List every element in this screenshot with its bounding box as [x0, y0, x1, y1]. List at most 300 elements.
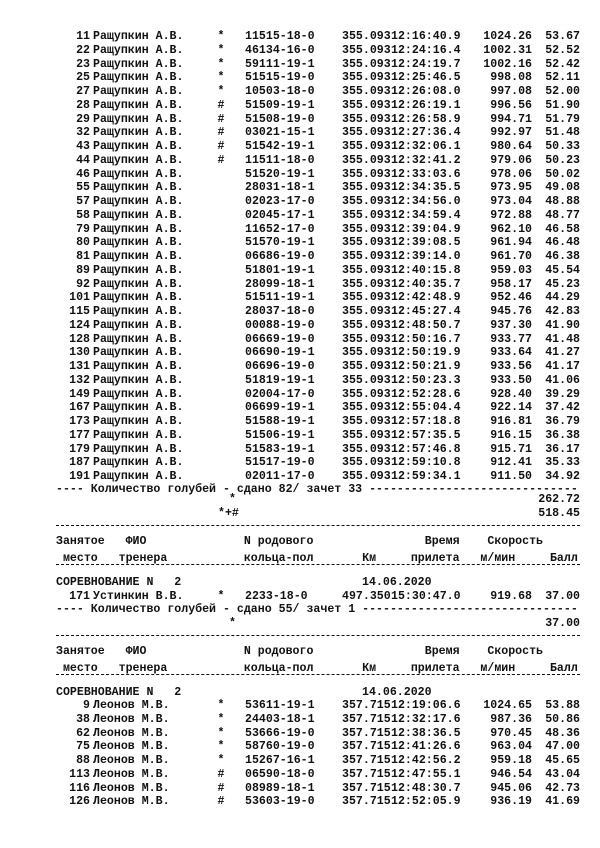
mark-cell: #	[217, 767, 225, 781]
score-cell: 42.73	[545, 781, 580, 795]
ring-number-cell: 06590-18-0	[245, 767, 315, 781]
distance-cell: 355.093	[342, 140, 391, 153]
place-cell: 124	[69, 318, 90, 332]
trainer-name-cell: Ращупкин А.В.	[93, 291, 184, 305]
speed-cell: 945.76	[490, 305, 532, 318]
speed-cell: 946.54	[490, 767, 532, 781]
place-cell: 11	[76, 30, 90, 43]
distance-cell: 355.093	[342, 236, 391, 250]
arrival-time-cell: 12:55:04.4	[391, 401, 461, 415]
arrival-time-cell: 12:19:06.6	[391, 699, 461, 712]
arrival-time-cell: 12:39:14.0	[391, 250, 461, 263]
place-cell: 89	[76, 263, 90, 277]
arrival-time-cell: 12:50:19.9	[391, 346, 461, 360]
trainer-name-cell: Ращупкин А.В.	[93, 401, 184, 415]
ring-number-cell: 51508-19-0	[245, 112, 315, 126]
speed-cell: 933.50	[490, 373, 532, 387]
trainer-name-cell: Ращупкин А.В.	[93, 263, 184, 277]
trainer-name-cell: Леонов М.В.	[93, 795, 170, 809]
arrival-time-cell: 12:52:28.6	[391, 387, 461, 401]
ring-number-cell: 06699-19-1	[245, 401, 315, 415]
trainer-name-cell: Ращупкин А.В.	[93, 71, 184, 85]
ring-number-cell: 28099-18-1	[245, 277, 315, 291]
distance-cell: 355.093	[342, 195, 391, 208]
ring-number-cell: 51819-19-1	[245, 373, 315, 387]
score-cell: 49.08	[545, 181, 580, 195]
score-cell: 52.52	[545, 43, 580, 57]
score-cell: 41.27	[545, 346, 580, 360]
speed-cell: 973.95	[490, 181, 532, 195]
score-cell: 45.23	[545, 277, 580, 291]
mark-cell: #	[217, 795, 225, 809]
score-cell: 50.23	[545, 153, 580, 167]
speed-cell: 987.36	[490, 712, 532, 726]
ring-number-cell: 06696-19-0	[245, 360, 315, 373]
trainer-name-cell: Ращупкин А.В.	[93, 387, 184, 401]
speed-cell: 996.56	[490, 98, 532, 112]
place-cell: 9	[83, 699, 90, 712]
ring-number-cell: 53611-19-1	[245, 699, 315, 712]
mark-cell: #	[217, 112, 225, 126]
place-cell: 149	[69, 387, 90, 401]
speed-cell: 922.14	[490, 401, 532, 415]
distance-cell: 355.093	[342, 208, 391, 222]
distance-cell: 355.093	[342, 470, 391, 483]
place-cell: 57	[76, 195, 90, 208]
competition-date: 14.06.2020	[362, 576, 432, 589]
trainer-name-cell: Ращупкин А.В.	[93, 442, 184, 456]
column-header-line-1: Занятое ФИО N родового Время Скорость	[56, 645, 544, 658]
score-cell: 36.38	[545, 428, 580, 442]
score-cell: 51.90	[545, 98, 580, 112]
ring-number-cell: 11515-18-0	[245, 30, 315, 43]
speed-cell: 980.64	[490, 140, 532, 153]
trainer-name-cell: Ращупкин А.В.	[93, 456, 184, 470]
mark-cell: *	[217, 30, 225, 43]
trainer-name-cell: Ращупкин А.В.	[93, 126, 184, 140]
trainer-name-cell: Ращупкин А.В.	[93, 332, 184, 346]
arrival-time-cell: 12:52:05.9	[391, 795, 461, 809]
speed-cell: 979.06	[490, 153, 532, 167]
mark-cell: #	[217, 98, 225, 112]
trainer-name-cell: Ращупкин А.В.	[93, 140, 184, 153]
ring-number-cell: 08989-18-1	[245, 781, 315, 795]
trainer-name-cell: Ращупкин А.В.	[93, 415, 184, 428]
mark-cell: *	[217, 712, 225, 726]
ring-number-cell: 59111-19-1	[245, 57, 315, 71]
ring-number-cell: 02011-17-0	[245, 470, 315, 483]
ring-number-cell: 51583-19-1	[245, 442, 315, 456]
arrival-time-cell: 12:50:16.7	[391, 332, 461, 346]
distance-cell: 355.093	[342, 305, 391, 318]
speed-cell: 963.04	[490, 740, 532, 754]
place-cell: 55	[76, 181, 90, 195]
arrival-time-cell: 12:34:59.4	[391, 208, 461, 222]
arrival-time-cell: 12:24:16.4	[391, 43, 461, 57]
competition-date: 14.06.2020	[362, 686, 432, 699]
place-cell: 132	[69, 373, 90, 387]
distance-cell: 355.093	[342, 415, 391, 428]
mark-cell: #	[217, 781, 225, 795]
total-value: 518.45	[538, 507, 580, 520]
trainer-name-cell: Ращупкин А.В.	[93, 277, 184, 291]
score-cell: 34.92	[545, 470, 580, 483]
total-mark: *	[229, 493, 236, 506]
distance-cell: 355.093	[342, 318, 391, 332]
score-cell: 47.00	[545, 740, 580, 754]
ring-number-cell: 02004-17-0	[245, 387, 315, 401]
speed-cell: 958.17	[490, 277, 532, 291]
distance-cell: 357.715	[342, 781, 391, 795]
speed-cell: 911.50	[490, 470, 532, 483]
place-cell: 167	[69, 401, 90, 415]
ring-number-cell: 28037-18-0	[245, 305, 315, 318]
ring-number-cell: 28031-18-1	[245, 181, 315, 195]
arrival-time-cell: 12:45:27.4	[391, 305, 461, 318]
trainer-name-cell: Ращупкин А.В.	[93, 305, 184, 318]
place-cell: 22	[76, 43, 90, 57]
speed-cell: 992.97	[490, 126, 532, 140]
score-cell: 36.17	[545, 442, 580, 456]
distance-cell: 355.093	[342, 181, 391, 195]
score-cell: 41.17	[545, 360, 580, 373]
speed-cell: 972.88	[490, 208, 532, 222]
arrival-time-cell: 12:34:56.0	[391, 195, 461, 208]
distance-cell: 355.093	[342, 442, 391, 456]
trainer-name-cell: Ращупкин А.В.	[93, 222, 184, 236]
speed-cell: 919.68	[490, 590, 532, 603]
distance-cell: 355.093	[342, 291, 391, 305]
score-cell: 35.33	[545, 456, 580, 470]
trainer-name-cell: Ращупкин А.В.	[93, 470, 184, 483]
place-cell: 38	[76, 712, 90, 726]
trainer-name-cell: Ращупкин А.В.	[93, 98, 184, 112]
trainer-name-cell: Ращупкин А.В.	[93, 30, 184, 43]
ring-number-cell: 02023-17-0	[245, 195, 315, 208]
score-cell: 36.79	[545, 415, 580, 428]
arrival-time-cell: 12:47:55.1	[391, 767, 461, 781]
distance-cell: 355.093	[342, 250, 391, 263]
place-cell: 29	[76, 112, 90, 126]
distance-cell: 355.093	[342, 57, 391, 71]
place-cell: 116	[69, 781, 90, 795]
place-cell: 92	[76, 277, 90, 291]
score-cell: 48.88	[545, 195, 580, 208]
trainer-name-cell: Устинкин В.В.	[93, 590, 184, 603]
place-cell: 81	[76, 250, 90, 263]
arrival-time-cell: 12:39:08.5	[391, 236, 461, 250]
distance-cell: 355.093	[342, 263, 391, 277]
speed-cell: 998.08	[490, 71, 532, 85]
trainer-name-cell: Ращупкин А.В.	[93, 346, 184, 360]
mark-cell: *	[217, 590, 225, 603]
mark-cell: *	[217, 71, 225, 85]
distance-cell: 357.715	[342, 712, 391, 726]
distance-cell: 355.093	[342, 277, 391, 291]
trainer-name-cell: Ращупкин А.В.	[93, 428, 184, 442]
ring-number-cell: 06690-19-1	[245, 346, 315, 360]
ring-number-cell: 51520-19-1	[245, 167, 315, 181]
trainer-name-cell: Леонов М.В.	[93, 767, 170, 781]
trainer-name-cell: Леонов М.В.	[93, 781, 170, 795]
arrival-time-cell: 12:16:40.9	[391, 30, 461, 43]
ring-number-cell: 2233-18-0	[245, 590, 308, 603]
distance-cell: 357.715	[342, 795, 391, 809]
total-mark: *	[229, 617, 236, 630]
ring-number-cell: 51515-19-0	[245, 71, 315, 85]
place-cell: 126	[69, 795, 90, 809]
place-cell: 23	[76, 57, 90, 71]
mark-cell: #	[217, 153, 225, 167]
arrival-time-cell: 12:50:23.3	[391, 373, 461, 387]
total-value: 37.00	[545, 617, 580, 630]
arrival-time-cell: 12:40:35.7	[391, 277, 461, 291]
speed-cell: 959.18	[490, 754, 532, 767]
score-cell: 52.00	[545, 85, 580, 98]
ring-number-cell: 11511-18-0	[245, 153, 315, 167]
trainer-name-cell: Ращупкин А.В.	[93, 57, 184, 71]
trainer-name-cell: Ращупкин А.В.	[93, 167, 184, 181]
distance-cell: 355.093	[342, 98, 391, 112]
arrival-time-cell: 12:48:50.7	[391, 318, 461, 332]
distance-cell: 355.093	[342, 43, 391, 57]
place-cell: 88	[76, 754, 90, 767]
score-cell: 45.54	[545, 263, 580, 277]
distance-cell: 355.093	[342, 387, 391, 401]
score-cell: 39.29	[545, 387, 580, 401]
place-cell: 44	[76, 153, 90, 167]
score-cell: 50.86	[545, 712, 580, 726]
place-cell: 191	[69, 470, 90, 483]
speed-cell: 962.10	[490, 222, 532, 236]
dashed-divider	[56, 525, 580, 526]
score-cell: 37.42	[545, 401, 580, 415]
ring-number-cell: 24403-18-1	[245, 712, 315, 726]
place-cell: 130	[69, 346, 90, 360]
arrival-time-cell: 12:26:58.9	[391, 112, 461, 126]
ring-number-cell: 51801-19-1	[245, 263, 315, 277]
trainer-name-cell: Ращупкин А.В.	[93, 318, 184, 332]
score-cell: 41.48	[545, 332, 580, 346]
speed-cell: 933.56	[490, 360, 532, 373]
ring-number-cell: 15267-16-1	[245, 754, 315, 767]
trainer-name-cell: Леонов М.В.	[93, 712, 170, 726]
arrival-time-cell: 12:38:36.5	[391, 726, 461, 740]
trainer-name-cell: Ращупкин А.В.	[93, 373, 184, 387]
distance-cell: 355.093	[342, 112, 391, 126]
distance-cell: 355.093	[342, 153, 391, 167]
total-mark: *+#	[218, 507, 239, 520]
place-cell: 115	[69, 305, 90, 318]
distance-cell: 357.715	[342, 726, 391, 740]
ring-number-cell: 58760-19-0	[245, 740, 315, 754]
score-cell: 53.88	[545, 699, 580, 712]
speed-cell: 961.94	[490, 236, 532, 250]
mark-cell: #	[217, 140, 225, 153]
score-cell: 51.48	[545, 126, 580, 140]
distance-cell: 355.093	[342, 346, 391, 360]
arrival-time-cell: 12:48:30.7	[391, 781, 461, 795]
score-cell: 50.33	[545, 140, 580, 153]
mark-cell: *	[217, 699, 225, 712]
place-cell: 131	[69, 360, 90, 373]
competition-label: СОРЕВНОВАНИЕ N 2	[56, 686, 182, 699]
place-cell: 80	[76, 236, 90, 250]
ring-number-cell: 51542-19-1	[245, 140, 315, 153]
speed-cell: 952.46	[490, 291, 532, 305]
arrival-time-cell: 12:32:17.6	[391, 712, 461, 726]
arrival-time-cell: 12:57:35.5	[391, 428, 461, 442]
ring-number-cell: 51509-19-1	[245, 98, 315, 112]
arrival-time-cell: 12:34:35.5	[391, 181, 461, 195]
trainer-name-cell: Ращупкин А.В.	[93, 195, 184, 208]
speed-cell: 915.71	[490, 442, 532, 456]
trainer-name-cell: Ращупкин А.В.	[93, 236, 184, 250]
arrival-time-cell: 12:32:06.1	[391, 140, 461, 153]
place-cell: 187	[69, 456, 90, 470]
speed-cell: 937.30	[490, 318, 532, 332]
speed-cell: 916.81	[490, 415, 532, 428]
arrival-time-cell: 12:41:26.6	[391, 740, 461, 754]
arrival-time-cell: 12:57:18.8	[391, 415, 461, 428]
score-cell: 41.90	[545, 318, 580, 332]
dashed-divider	[56, 564, 580, 565]
speed-cell: 1024.26	[483, 30, 532, 43]
ring-number-cell: 06686-19-0	[245, 250, 315, 263]
score-cell: 46.38	[545, 250, 580, 263]
arrival-time-cell: 12:59:34.1	[391, 470, 461, 483]
arrival-time-cell: 12:42:48.9	[391, 291, 461, 305]
distance-cell: 497.350	[342, 590, 391, 603]
distance-cell: 357.715	[342, 740, 391, 754]
speed-cell: 994.71	[490, 112, 532, 126]
speed-cell: 1002.31	[483, 43, 532, 57]
column-header-line-1: Занятое ФИО N родового Время Скорость	[56, 535, 544, 548]
trainer-name-cell: Ращупкин А.В.	[93, 250, 184, 263]
score-cell: 52.11	[545, 71, 580, 85]
score-cell: 53.67	[545, 30, 580, 43]
place-cell: 28	[76, 98, 90, 112]
mark-cell: *	[217, 43, 225, 57]
trainer-name-cell: Леонов М.В.	[93, 740, 170, 754]
speed-cell: 1024.65	[483, 699, 532, 712]
mark-cell: *	[217, 740, 225, 754]
arrival-time-cell: 12:32:41.2	[391, 153, 461, 167]
ring-number-cell: 02045-17-1	[245, 208, 315, 222]
arrival-time-cell: 12:42:56.2	[391, 754, 461, 767]
place-cell: 179	[69, 442, 90, 456]
column-header-line-2: место тренера кольца-пол Км прилета м/мин Балл	[56, 552, 578, 565]
arrival-time-cell: 12:33:03.6	[391, 167, 461, 181]
place-cell: 43	[76, 140, 90, 153]
arrival-time-cell: 12:59:10.8	[391, 456, 461, 470]
mark-cell: *	[217, 754, 225, 767]
arrival-time-cell: 12:26:19.1	[391, 98, 461, 112]
arrival-time-cell: 12:40:15.8	[391, 263, 461, 277]
score-cell: 42.83	[545, 305, 580, 318]
place-cell: 128	[69, 332, 90, 346]
ring-number-cell: 51517-19-0	[245, 456, 315, 470]
speed-cell: 933.64	[490, 346, 532, 360]
distance-cell: 355.093	[342, 360, 391, 373]
place-cell: 58	[76, 208, 90, 222]
ring-number-cell: 53666-19-0	[245, 726, 315, 740]
distance-cell: 355.093	[342, 456, 391, 470]
distance-cell: 355.093	[342, 401, 391, 415]
trainer-name-cell: Ращупкин А.В.	[93, 181, 184, 195]
place-cell: 32	[76, 126, 90, 140]
speed-cell: 970.45	[490, 726, 532, 740]
arrival-time-cell: 12:57:46.8	[391, 442, 461, 456]
arrival-time-cell: 12:27:36.4	[391, 126, 461, 140]
trainer-name-cell: Ращупкин А.В.	[93, 43, 184, 57]
arrival-time-cell: 15:30:47.0	[391, 590, 461, 603]
arrival-time-cell: 12:26:08.0	[391, 85, 461, 98]
arrival-time-cell: 12:24:19.7	[391, 57, 461, 71]
arrival-time-cell: 12:25:46.5	[391, 71, 461, 85]
place-cell: 79	[76, 222, 90, 236]
trainer-name-cell: Леонов М.В.	[93, 699, 170, 712]
column-header-line-2: место тренера кольца-пол Км прилета м/мин Балл	[56, 662, 578, 675]
score-cell: 41.06	[545, 373, 580, 387]
trainer-name-cell: Леонов М.В.	[93, 754, 170, 767]
ring-number-cell: 03021-15-1	[245, 126, 315, 140]
score-cell: 44.29	[545, 291, 580, 305]
mark-cell: *	[217, 85, 225, 98]
place-cell: 113	[69, 767, 90, 781]
distance-cell: 355.093	[342, 373, 391, 387]
distance-cell: 357.715	[342, 699, 391, 712]
dashed-divider	[56, 635, 580, 636]
trainer-name-cell: Ращупкин А.В.	[93, 208, 184, 222]
speed-cell: 933.77	[490, 332, 532, 346]
competition-label: СОРЕВНОВАНИЕ N 2	[56, 576, 182, 589]
place-cell: 177	[69, 428, 90, 442]
speed-cell: 973.04	[490, 195, 532, 208]
distance-cell: 357.715	[342, 767, 391, 781]
place-cell: 173	[69, 415, 90, 428]
ring-number-cell: 51570-19-1	[245, 236, 315, 250]
ring-number-cell: 10503-18-0	[245, 85, 315, 98]
score-cell: 43.04	[545, 767, 580, 781]
dashed-divider	[56, 674, 580, 675]
score-cell: 50.02	[545, 167, 580, 181]
place-cell: 75	[76, 740, 90, 754]
speed-cell: 945.06	[490, 781, 532, 795]
place-cell: 62	[76, 726, 90, 740]
distance-cell: 355.093	[342, 167, 391, 181]
score-cell: 48.77	[545, 208, 580, 222]
mark-cell: *	[217, 57, 225, 71]
score-cell: 37.00	[545, 590, 580, 603]
speed-cell: 936.19	[490, 795, 532, 809]
distance-cell: 355.093	[342, 428, 391, 442]
summary-line-2: ---- Количество голубей - сдано 55/ зачет 1 -------------------------------	[56, 603, 578, 616]
ring-number-cell: 53603-19-0	[245, 795, 315, 809]
arrival-time-cell: 12:39:04.9	[391, 222, 461, 236]
ring-number-cell: 51511-19-1	[245, 291, 315, 305]
mark-cell: *	[217, 726, 225, 740]
trainer-name-cell: Ращупкин А.В.	[93, 153, 184, 167]
score-cell: 51.79	[545, 112, 580, 126]
mark-cell: #	[217, 126, 225, 140]
ring-number-cell: 06669-19-0	[245, 332, 315, 346]
distance-cell: 355.093	[342, 71, 391, 85]
score-cell: 46.48	[545, 236, 580, 250]
distance-cell: 357.715	[342, 754, 391, 767]
distance-cell: 355.093	[342, 332, 391, 346]
speed-cell: 959.03	[490, 263, 532, 277]
